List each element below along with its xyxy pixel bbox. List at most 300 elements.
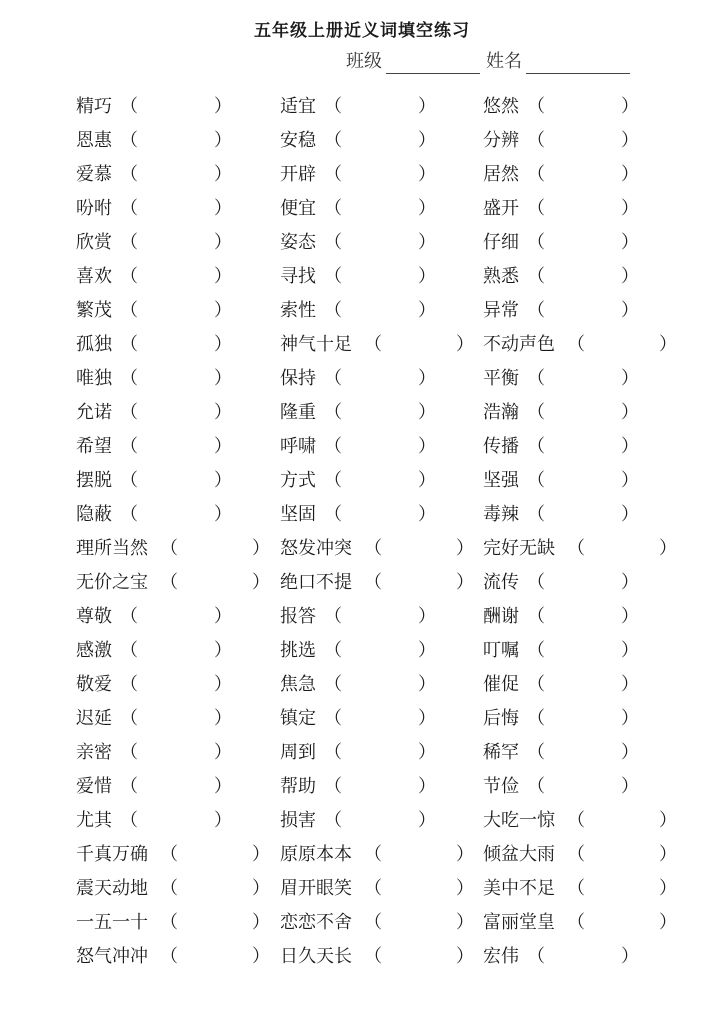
exercise-item	[483, 328, 677, 362]
answer-paren-close: ）	[418, 776, 436, 797]
answer-paren-open: （	[324, 640, 342, 661]
word-text: 允诺	[76, 402, 112, 423]
exercise-item	[483, 158, 639, 192]
answer-paren-open: （	[364, 946, 382, 967]
answer-paren-open: （	[527, 436, 545, 457]
exercise-item	[483, 396, 639, 430]
word-text: 催促	[483, 674, 519, 695]
answer-paren-close: ）	[621, 606, 639, 627]
exercise-item	[76, 668, 232, 702]
answer-paren-close: ）	[252, 912, 270, 933]
answer-paren-close: ）	[214, 742, 232, 763]
exercise-row	[0, 158, 724, 192]
answer-paren-close: ）	[659, 810, 677, 831]
exercise-item	[280, 498, 436, 532]
exercise-item	[483, 532, 677, 566]
answer-paren-close: ）	[418, 470, 436, 491]
answer-paren-open: （	[527, 266, 545, 287]
answer-paren-open: （	[160, 878, 178, 899]
exercise-row	[0, 124, 724, 158]
class-blank-field[interactable]	[386, 53, 480, 74]
exercise-item	[280, 634, 436, 668]
answer-paren-close: ）	[418, 606, 436, 627]
exercise-item	[76, 226, 232, 260]
exercise-item	[483, 940, 639, 974]
word-text: 摆脱	[76, 470, 112, 491]
exercise-item	[280, 464, 436, 498]
exercise-item	[280, 600, 436, 634]
answer-paren-open: （	[120, 742, 138, 763]
answer-paren-open: （	[120, 402, 138, 423]
answer-paren-close: ）	[214, 300, 232, 321]
exercise-item	[76, 396, 232, 430]
exercise-item	[483, 464, 639, 498]
answer-paren-open: （	[120, 164, 138, 185]
exercise-item	[280, 770, 436, 804]
word-text: 孤独	[76, 334, 112, 355]
answer-paren-open: （	[324, 198, 342, 219]
exercise-item	[483, 702, 639, 736]
exercise-item	[76, 736, 232, 770]
exercise-row	[0, 600, 724, 634]
exercise-item	[280, 294, 436, 328]
exercise-item	[483, 804, 677, 838]
exercise-row	[0, 498, 724, 532]
answer-paren-close: ）	[418, 504, 436, 525]
word-text: 传播	[483, 436, 519, 457]
exercise-item	[76, 634, 232, 668]
answer-paren-open: （	[324, 708, 342, 729]
answer-paren-open: （	[120, 368, 138, 389]
answer-paren-open: （	[160, 912, 178, 933]
answer-paren-close: ）	[621, 402, 639, 423]
answer-paren-open: （	[324, 266, 342, 287]
word-text: 坚强	[483, 470, 519, 491]
answer-paren-open: （	[120, 334, 138, 355]
answer-paren-open: （	[324, 810, 342, 831]
exercise-item	[280, 804, 436, 838]
exercise-item	[76, 294, 232, 328]
word-text: 适宜	[280, 96, 316, 117]
exercise-item	[483, 260, 639, 294]
exercise-row	[0, 770, 724, 804]
answer-paren-open: （	[324, 232, 342, 253]
answer-paren-close: ）	[418, 368, 436, 389]
answer-paren-open: （	[120, 436, 138, 457]
answer-paren-close: ）	[418, 96, 436, 117]
word-text: 叮嘱	[483, 640, 519, 661]
answer-paren-close: ）	[621, 572, 639, 593]
exercise-row	[0, 838, 724, 872]
word-text: 震天动地	[76, 878, 148, 899]
answer-paren-open: （	[160, 946, 178, 967]
exercise-item	[483, 124, 639, 158]
exercise-row	[0, 294, 724, 328]
answer-paren-open: （	[120, 266, 138, 287]
answer-paren-open: （	[527, 946, 545, 967]
word-text: 大吃一惊	[483, 810, 555, 831]
word-text: 精巧	[76, 96, 112, 117]
exercise-row	[0, 566, 724, 600]
word-text: 爱慕	[76, 164, 112, 185]
exercise-item	[76, 260, 232, 294]
answer-paren-close: ）	[418, 742, 436, 763]
answer-paren-close: ）	[456, 334, 474, 355]
exercise-item	[280, 226, 436, 260]
answer-paren-close: ）	[621, 164, 639, 185]
exercise-row	[0, 396, 724, 430]
answer-paren-open: （	[527, 674, 545, 695]
exercise-item	[483, 192, 639, 226]
word-text: 亲密	[76, 742, 112, 763]
answer-paren-close: ）	[418, 164, 436, 185]
exercise-grid	[0, 90, 724, 974]
word-text: 挑选	[280, 640, 316, 661]
word-text: 损害	[280, 810, 316, 831]
answer-paren-open: （	[120, 198, 138, 219]
exercise-row	[0, 634, 724, 668]
exercise-item	[483, 600, 639, 634]
word-text: 节俭	[483, 776, 519, 797]
exercise-item	[280, 872, 474, 906]
page-title: 五年级上册近义词填空练习	[254, 21, 470, 41]
answer-paren-open: （	[324, 164, 342, 185]
answer-paren-close: ）	[621, 470, 639, 491]
name-label: 姓名	[486, 51, 522, 72]
exercise-item	[76, 192, 232, 226]
answer-paren-close: ）	[214, 198, 232, 219]
word-text: 分辨	[483, 130, 519, 151]
exercise-item	[483, 226, 639, 260]
exercise-item	[483, 566, 639, 600]
answer-paren-close: ）	[621, 368, 639, 389]
word-text: 流传	[483, 572, 519, 593]
word-text: 爱惜	[76, 776, 112, 797]
word-text: 感激	[76, 640, 112, 661]
exercise-item	[280, 124, 436, 158]
exercise-item	[76, 90, 232, 124]
answer-paren-open: （	[567, 538, 585, 559]
exercise-row	[0, 532, 724, 566]
word-text: 倾盆大雨	[483, 844, 555, 865]
answer-paren-close: ）	[214, 708, 232, 729]
answer-paren-open: （	[567, 912, 585, 933]
answer-paren-open: （	[324, 470, 342, 491]
exercise-item	[483, 430, 639, 464]
answer-paren-close: ）	[621, 708, 639, 729]
word-text: 坚固	[280, 504, 316, 525]
word-text: 欣赏	[76, 232, 112, 253]
word-text: 毒辣	[483, 504, 519, 525]
word-text: 眉开眼笑	[280, 878, 352, 899]
answer-paren-close: ）	[418, 640, 436, 661]
answer-paren-open: （	[527, 232, 545, 253]
answer-paren-close: ）	[418, 130, 436, 151]
word-text: 居然	[483, 164, 519, 185]
word-text: 尤其	[76, 810, 112, 831]
word-text: 宏伟	[483, 946, 519, 967]
answer-paren-close: ）	[214, 470, 232, 491]
answer-paren-close: ）	[659, 334, 677, 355]
exercise-item	[280, 906, 474, 940]
word-text: 希望	[76, 436, 112, 457]
word-text: 稀罕	[483, 742, 519, 763]
exercise-row	[0, 328, 724, 362]
word-text: 喜欢	[76, 266, 112, 287]
exercise-row	[0, 90, 724, 124]
answer-paren-open: （	[527, 300, 545, 321]
word-text: 平衡	[483, 368, 519, 389]
exercise-item	[76, 566, 270, 600]
answer-paren-close: ）	[214, 606, 232, 627]
exercise-item	[483, 838, 677, 872]
answer-paren-open: （	[160, 844, 178, 865]
exercise-item	[76, 702, 232, 736]
word-text: 一五一十	[76, 912, 148, 933]
word-text: 原原本本	[280, 844, 352, 865]
answer-paren-open: （	[120, 606, 138, 627]
answer-paren-open: （	[527, 640, 545, 661]
answer-paren-close: ）	[418, 266, 436, 287]
answer-paren-close: ）	[252, 946, 270, 967]
answer-paren-open: （	[324, 776, 342, 797]
answer-paren-close: ）	[214, 266, 232, 287]
answer-paren-open: （	[160, 572, 178, 593]
word-text: 迟延	[76, 708, 112, 729]
exercise-row	[0, 940, 724, 974]
answer-paren-close: ）	[214, 130, 232, 151]
answer-paren-close: ）	[456, 912, 474, 933]
answer-paren-open: （	[324, 504, 342, 525]
answer-paren-open: （	[120, 810, 138, 831]
word-text: 报答	[280, 606, 316, 627]
answer-paren-close: ）	[659, 844, 677, 865]
answer-paren-close: ）	[214, 232, 232, 253]
word-text: 日久天长	[280, 946, 352, 967]
word-text: 姿态	[280, 232, 316, 253]
word-text: 绝口不提	[280, 572, 352, 593]
exercise-item	[280, 668, 436, 702]
answer-paren-open: （	[364, 844, 382, 865]
answer-paren-close: ）	[418, 436, 436, 457]
answer-paren-open: （	[324, 742, 342, 763]
exercise-item	[483, 770, 639, 804]
word-text: 唯独	[76, 368, 112, 389]
word-text: 浩瀚	[483, 402, 519, 423]
word-text: 吩咐	[76, 198, 112, 219]
answer-paren-close: ）	[214, 674, 232, 695]
word-text: 呼啸	[280, 436, 316, 457]
exercise-row	[0, 260, 724, 294]
answer-paren-close: ）	[621, 504, 639, 525]
word-text: 悠然	[483, 96, 519, 117]
exercise-item	[76, 464, 232, 498]
word-text: 周到	[280, 742, 316, 763]
word-text: 酬谢	[483, 606, 519, 627]
answer-paren-close: ）	[252, 878, 270, 899]
answer-paren-close: ）	[659, 912, 677, 933]
exercise-item	[280, 328, 474, 362]
answer-paren-open: （	[324, 300, 342, 321]
answer-paren-open: （	[120, 130, 138, 151]
word-text: 安稳	[280, 130, 316, 151]
name-blank-field[interactable]	[526, 53, 630, 74]
exercise-item	[76, 804, 232, 838]
answer-paren-close: ）	[214, 164, 232, 185]
exercise-row	[0, 668, 724, 702]
answer-paren-open: （	[120, 708, 138, 729]
answer-paren-open: （	[120, 674, 138, 695]
exercise-row	[0, 736, 724, 770]
answer-paren-close: ）	[418, 810, 436, 831]
exercise-item	[280, 158, 436, 192]
answer-paren-close: ）	[621, 946, 639, 967]
exercise-row	[0, 872, 724, 906]
exercise-item	[280, 362, 436, 396]
answer-paren-close: ）	[214, 368, 232, 389]
answer-paren-open: （	[527, 96, 545, 117]
class-label: 班级	[346, 51, 382, 72]
answer-paren-close: ）	[456, 878, 474, 899]
answer-paren-open: （	[527, 368, 545, 389]
answer-paren-close: ）	[418, 674, 436, 695]
exercise-row	[0, 192, 724, 226]
word-text: 怒发冲突	[280, 538, 352, 559]
exercise-row	[0, 702, 724, 736]
exercise-row	[0, 226, 724, 260]
word-text: 怒气冲冲	[76, 946, 148, 967]
answer-paren-close: ）	[621, 130, 639, 151]
exercise-item	[76, 906, 270, 940]
answer-paren-open: （	[364, 572, 382, 593]
answer-paren-open: （	[364, 538, 382, 559]
answer-paren-open: （	[160, 538, 178, 559]
answer-paren-open: （	[527, 776, 545, 797]
exercise-item	[76, 532, 270, 566]
answer-paren-close: ）	[456, 538, 474, 559]
answer-paren-close: ）	[621, 776, 639, 797]
answer-paren-close: ）	[621, 198, 639, 219]
student-info-line	[346, 48, 636, 74]
answer-paren-close: ）	[456, 844, 474, 865]
answer-paren-close: ）	[621, 266, 639, 287]
answer-paren-close: ）	[214, 436, 232, 457]
word-text: 寻找	[280, 266, 316, 287]
word-text: 保持	[280, 368, 316, 389]
answer-paren-open: （	[324, 130, 342, 151]
word-text: 索性	[280, 300, 316, 321]
answer-paren-close: ）	[252, 572, 270, 593]
answer-paren-open: （	[527, 130, 545, 151]
answer-paren-open: （	[120, 776, 138, 797]
answer-paren-close: ）	[659, 878, 677, 899]
exercise-item	[483, 294, 639, 328]
answer-paren-open: （	[527, 572, 545, 593]
answer-paren-open: （	[120, 640, 138, 661]
answer-paren-open: （	[567, 844, 585, 865]
word-text: 富丽堂皇	[483, 912, 555, 933]
exercise-row	[0, 464, 724, 498]
answer-paren-open: （	[527, 164, 545, 185]
answer-paren-close: ）	[621, 232, 639, 253]
exercise-item	[76, 328, 232, 362]
exercise-item	[76, 124, 232, 158]
exercise-item	[483, 906, 677, 940]
exercise-item	[280, 702, 436, 736]
word-text: 无价之宝	[76, 572, 148, 593]
answer-paren-close: ）	[621, 300, 639, 321]
word-text: 焦急	[280, 674, 316, 695]
word-text: 镇定	[280, 708, 316, 729]
word-text: 理所当然	[76, 538, 148, 559]
answer-paren-close: ）	[214, 504, 232, 525]
word-text: 熟悉	[483, 266, 519, 287]
answer-paren-close: ）	[252, 844, 270, 865]
answer-paren-close: ）	[621, 742, 639, 763]
exercise-row	[0, 804, 724, 838]
word-text: 恩惠	[76, 130, 112, 151]
answer-paren-open: （	[527, 198, 545, 219]
answer-paren-close: ）	[214, 96, 232, 117]
exercise-item	[280, 396, 436, 430]
answer-paren-close: ）	[214, 640, 232, 661]
answer-paren-close: ）	[214, 334, 232, 355]
answer-paren-close: ）	[418, 708, 436, 729]
exercise-row	[0, 430, 724, 464]
exercise-item	[280, 736, 436, 770]
answer-paren-close: ）	[621, 674, 639, 695]
word-text: 敬爱	[76, 674, 112, 695]
exercise-item	[76, 600, 232, 634]
word-text: 完好无缺	[483, 538, 555, 559]
answer-paren-open: （	[527, 470, 545, 491]
answer-paren-close: ）	[418, 232, 436, 253]
word-text: 便宜	[280, 198, 316, 219]
exercise-item	[280, 940, 474, 974]
answer-paren-close: ）	[621, 436, 639, 457]
answer-paren-close: ）	[659, 538, 677, 559]
exercise-row	[0, 906, 724, 940]
answer-paren-open: （	[120, 232, 138, 253]
answer-paren-open: （	[120, 470, 138, 491]
word-text: 帮助	[280, 776, 316, 797]
word-text: 隆重	[280, 402, 316, 423]
exercise-item	[483, 362, 639, 396]
exercise-item	[76, 362, 232, 396]
exercise-item	[483, 498, 639, 532]
answer-paren-close: ）	[418, 198, 436, 219]
word-text: 隐蔽	[76, 504, 112, 525]
word-text: 恋恋不舍	[280, 912, 352, 933]
answer-paren-close: ）	[252, 538, 270, 559]
exercise-item	[280, 192, 436, 226]
exercise-item	[76, 838, 270, 872]
answer-paren-open: （	[324, 674, 342, 695]
answer-paren-open: （	[324, 96, 342, 117]
answer-paren-open: （	[364, 912, 382, 933]
answer-paren-open: （	[324, 402, 342, 423]
answer-paren-open: （	[527, 504, 545, 525]
exercise-item	[280, 90, 436, 124]
answer-paren-open: （	[567, 334, 585, 355]
exercise-item	[280, 566, 474, 600]
answer-paren-open: （	[324, 436, 342, 457]
exercise-row	[0, 362, 724, 396]
exercise-item	[483, 90, 639, 124]
exercise-item	[76, 872, 270, 906]
exercise-item	[76, 158, 232, 192]
answer-paren-open: （	[527, 606, 545, 627]
